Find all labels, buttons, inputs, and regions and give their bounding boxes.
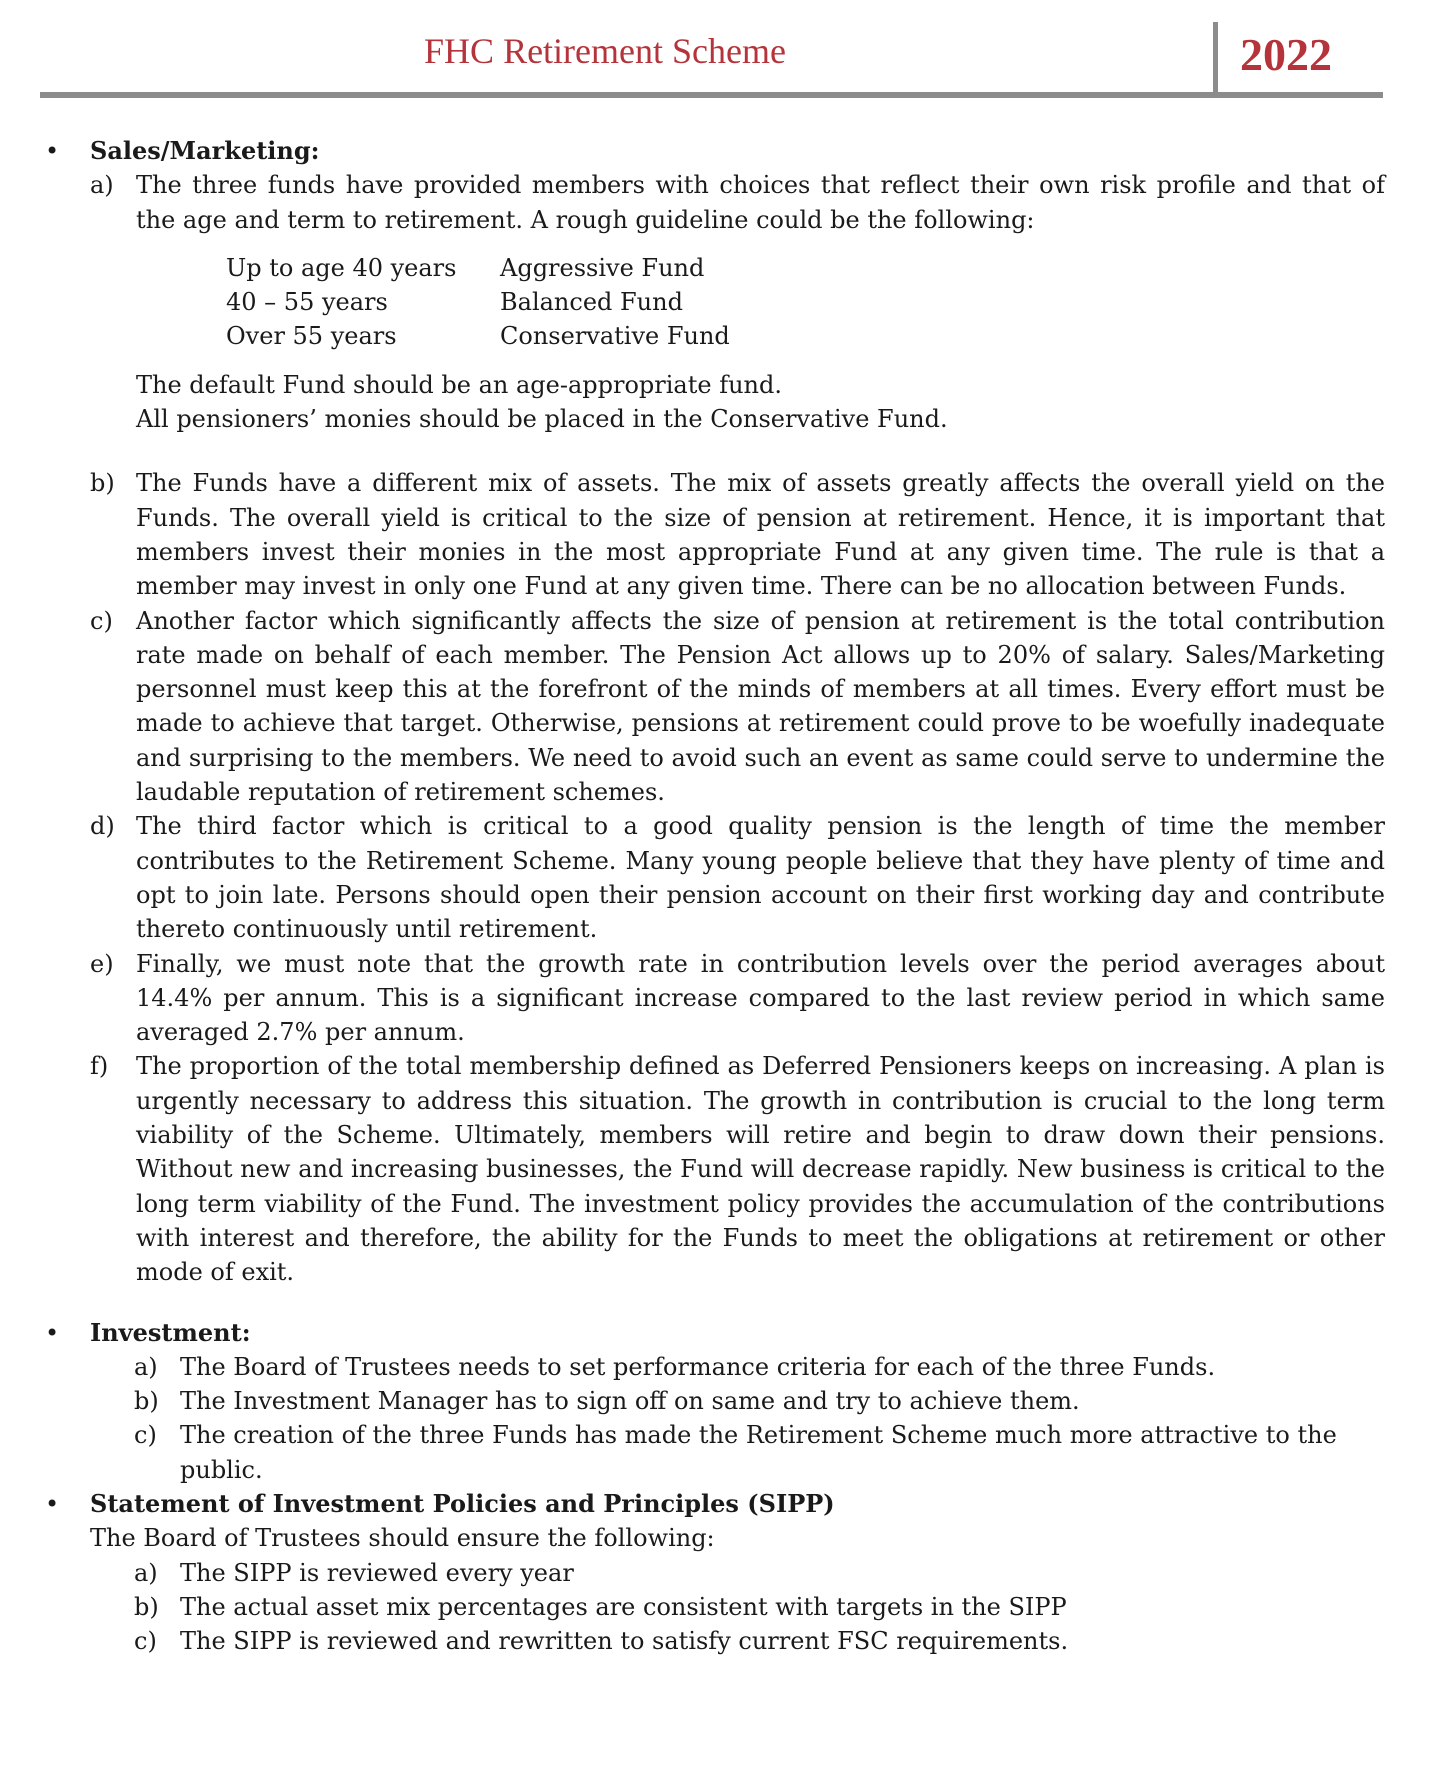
list-item xyxy=(90,947,1385,1050)
guideline-fund: Balanced Fund xyxy=(500,288,683,317)
item-text: The Funds have a different mix of assets. The mix of assets greatly affects the overall yield on the Funds. The overall yield is critical to the size of pension at retirement. Hence, it is important that members invest their monies in the most appropriate Fund at any given time. The rule is that a member may invest in only one Fund at any given time. There can be no allocation between Funds. xyxy=(136,469,1385,601)
item-label: c) xyxy=(134,1421,157,1450)
guideline-age: 40 – 55 years xyxy=(226,288,388,317)
list-item xyxy=(134,1624,1385,1658)
list-item xyxy=(90,809,1385,946)
list-item xyxy=(90,1049,1385,1289)
item-text: The three funds have provided members with choices that reflect their own risk profile and that of the age and term to retirement. A rough guideline could be the following: xyxy=(136,171,1385,234)
item-text: Finally, we must note that the growth rate in contribution levels over the period averages about 14.4% per annum. This is a significant increase compared to the last review period in which same averaged 2.7% per annum. xyxy=(136,949,1385,1047)
guideline-age: Over 55 years xyxy=(226,322,397,351)
item-label: d) xyxy=(90,812,115,841)
guideline-fund: Aggressive Fund xyxy=(500,253,705,282)
spacer xyxy=(40,1290,1385,1316)
item-label: a) xyxy=(134,1352,158,1381)
header-title: FHC Retirement Scheme xyxy=(424,31,786,71)
item-label: b) xyxy=(134,1387,159,1416)
item-text: The Board of Trustees needs to set performance criteria for each of the three Funds. xyxy=(180,1352,1216,1381)
header-rule xyxy=(40,92,1383,98)
item-label: a) xyxy=(90,171,114,200)
section-investment xyxy=(40,1316,1385,1487)
section-heading: Investment: xyxy=(90,1317,251,1347)
item-text: The SIPP is reviewed and rewritten to satisfy current FSC requirements. xyxy=(180,1627,1069,1656)
item-list xyxy=(134,1556,1385,1659)
age-fund-guideline xyxy=(226,251,730,354)
table-row xyxy=(226,251,730,285)
item-label: c) xyxy=(90,606,113,635)
guideline-fund: Conservative Fund xyxy=(500,322,730,351)
bullet-icon: • xyxy=(45,137,60,165)
document-body xyxy=(40,134,1385,1658)
table-row xyxy=(226,285,730,319)
table-row xyxy=(226,319,730,353)
list-item xyxy=(134,1350,1385,1384)
list-item xyxy=(90,604,1385,810)
header-year: 2022 xyxy=(1240,29,1332,80)
list-item xyxy=(134,1556,1385,1590)
item-text: Another factor which significantly affects the size of pension at retirement is the total contribution rate made on behalf of each member. The Pension Act allows up to 20% of salary. Sales/Marketing personnel must keep this at the forefront of the minds of members at all times. Every effort must be made to achieve that target. Otherwise, pensions at retirement could prove to be woefully inadequate and surprising to the members. We need to avoid such an event as same could serve to undermine the laudable reputation of retirement schemes. xyxy=(136,606,1385,807)
item-list xyxy=(134,1350,1385,1487)
bullet-icon: • xyxy=(45,1489,60,1518)
list-item xyxy=(134,1590,1385,1624)
item-text: The actual asset mix percentages are consistent with targets in the SIPP xyxy=(180,1592,1067,1621)
section-heading: Sales/Marketing: xyxy=(90,136,320,165)
section-intro: The Board of Trustees should ensure the following: xyxy=(90,1524,715,1553)
item-label: a) xyxy=(134,1558,158,1587)
item-label: b) xyxy=(134,1592,159,1621)
guideline-note: All pensioners’ monies should be placed in the Conservative Fund. xyxy=(136,405,948,434)
section-sipp xyxy=(40,1487,1385,1658)
item-text: The third factor which is critical to a good quality pension is the length of time the member contributes to the Retirement Scheme. Many young people believe that they have plenty of time and opt to join late. Persons should open their pension account on their first working day and contribute thereto continuously until retirement. xyxy=(136,812,1385,944)
section-heading: Statement of Investment Policies and Principles (SIPP) xyxy=(90,1488,835,1518)
spacer xyxy=(90,436,1385,466)
item-text: The Investment Manager has to sign off on same and try to achieve them. xyxy=(180,1387,1080,1416)
item-label: c) xyxy=(134,1627,157,1656)
list-item xyxy=(90,168,1385,436)
item-label: f) xyxy=(90,1052,109,1081)
item-text: The proportion of the total membership defined as Deferred Pensioners keeps on increasing. A plan is urgently necessary to address this situation. The growth in contribution is crucial to the long term viability of the Scheme. Ultimately, members will retire and begin to draw down their pensions. Without new and increasing businesses, the Fund will decrease rapidly. New business is critical to the long term viability of the Fund. The investment policy provides the accumulation of the contributions with interest and therefore, the ability for the Funds to meet the obligations at retirement or other mode of exit. xyxy=(136,1052,1385,1287)
section-sales-marketing xyxy=(40,134,1385,1290)
header-divider xyxy=(1213,22,1218,94)
item-text: The SIPP is reviewed every year xyxy=(180,1558,574,1587)
item-label: e) xyxy=(90,949,114,978)
guideline-age: Up to age 40 years xyxy=(226,253,457,282)
bullet-icon: • xyxy=(45,1318,60,1347)
list-item xyxy=(134,1418,1385,1487)
guideline-note: The default Fund should be an age-appropriate fund. xyxy=(136,370,782,399)
list-item xyxy=(90,466,1385,603)
item-label: b) xyxy=(90,469,115,498)
item-text: The creation of the three Funds has made the Retirement Scheme much more attractive to the public. xyxy=(180,1421,1337,1484)
item-list xyxy=(90,168,1385,1289)
list-item xyxy=(134,1384,1385,1418)
